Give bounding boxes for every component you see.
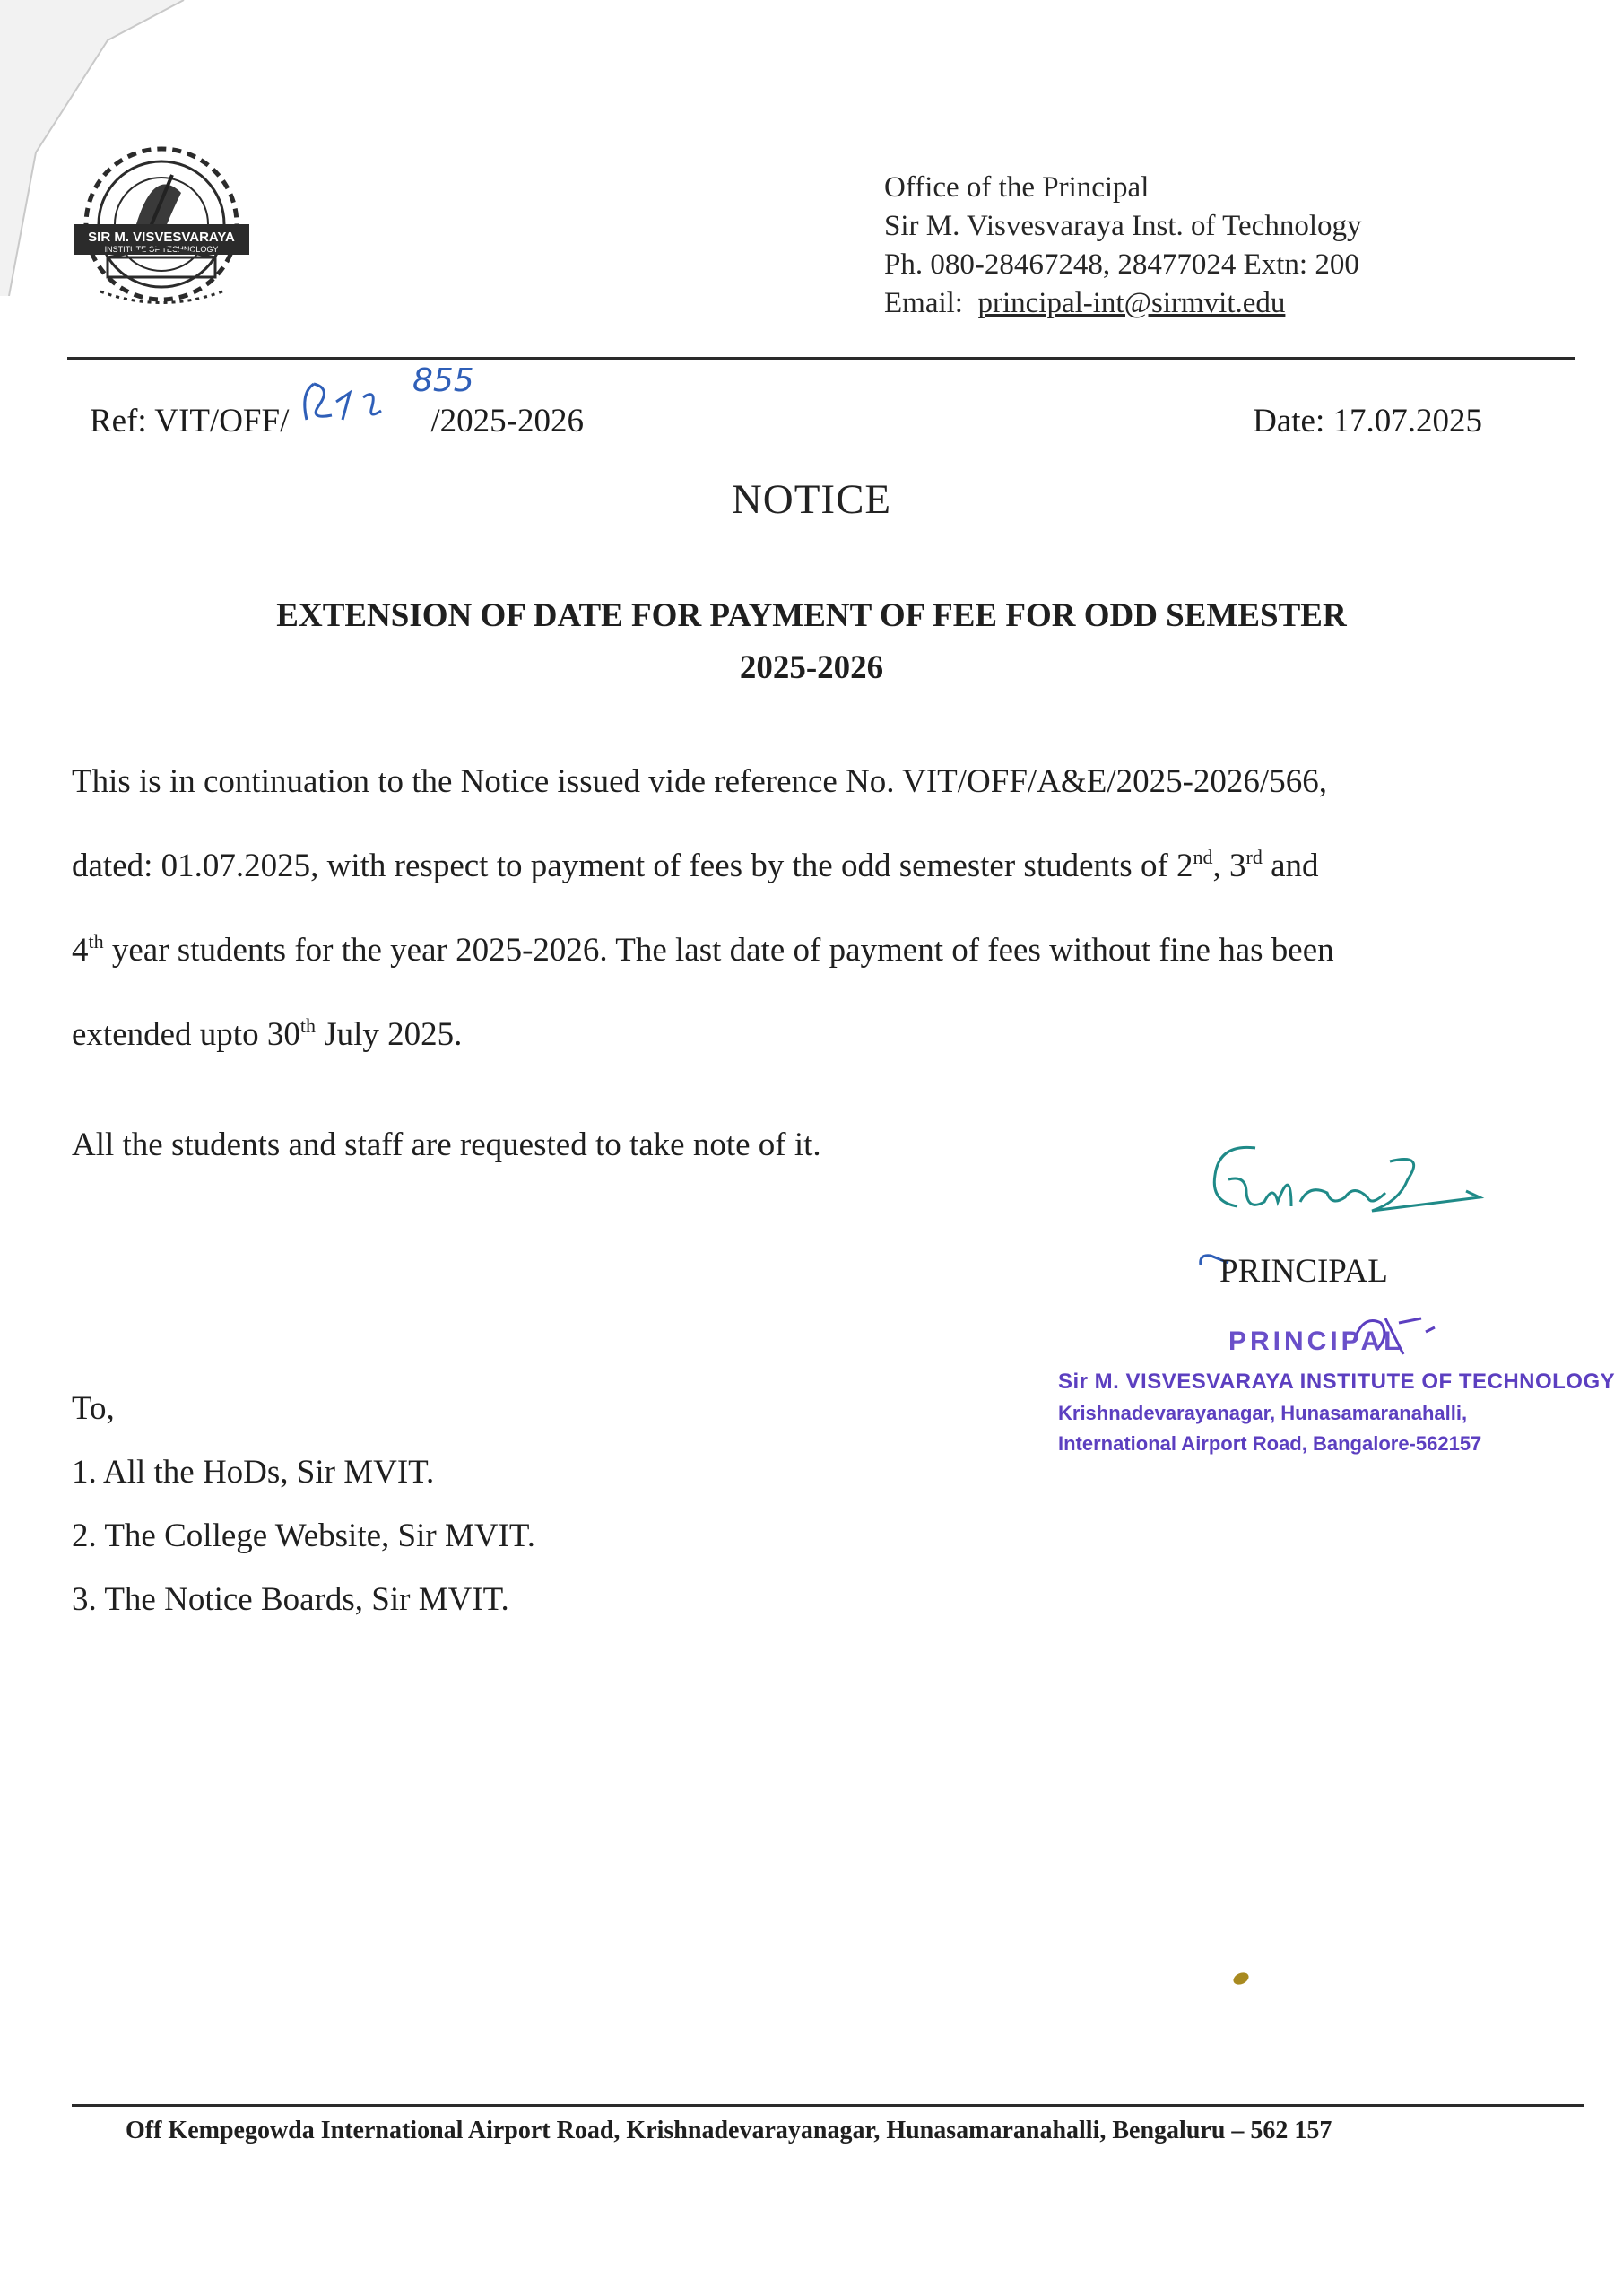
reference-suffix: /2025-2026	[430, 403, 584, 439]
logo-subtext: INSTITUTE OF TECHNOLOGY	[104, 245, 219, 254]
stamp-title: PRINCIPAL	[1228, 1326, 1404, 1356]
logo-text: SIR M. VISVESVARAYA	[88, 230, 235, 245]
handwritten-ref-top: 855	[412, 362, 474, 399]
email-link[interactable]: principal-int@sirmvit.edu	[977, 287, 1286, 319]
email-label: Email:	[884, 287, 963, 319]
notice-date: Date: 17.07.2025	[1253, 403, 1482, 439]
recipient-item: 3. The Notice Boards, Sir MVIT.	[72, 1581, 509, 1618]
stamp-line: Krishnadevarayanagar, Hunasamaranahalli,	[1058, 1402, 1468, 1424]
signatory-title: PRINCIPAL	[1219, 1253, 1388, 1290]
institute-logo	[65, 139, 257, 314]
footer-address: Off Kempegowda International Airport Road, Krishnadevarayanagar, Hunasamaranahalli, Bengaluru – 562 157	[126, 2117, 1332, 2144]
office-line: Sir M. Visvesvaraya Inst. of Technology	[884, 210, 1362, 242]
footer-divider	[72, 2104, 1584, 2107]
recipients-list	[72, 1377, 535, 1631]
principal-stamp	[1058, 1305, 1616, 1493]
body-line: This is in continuation to the Notice issued vide reference No. VIT/OFF/A&E/2025-2026/566,	[72, 763, 1327, 800]
office-line: Ph. 080-28467248, 28477024 Extn: 200	[884, 248, 1359, 281]
notice-body	[72, 740, 1506, 1077]
scan-speck	[1231, 1970, 1250, 1987]
handwritten-reference-number	[296, 357, 529, 429]
body-line: extended upto 30th July 2025.	[72, 1014, 463, 1053]
subject-line: EXTENSION OF DATE FOR PAYMENT OF FEE FOR ODD SEMESTER	[276, 597, 1347, 634]
header-divider	[67, 357, 1575, 360]
body-line: dated: 01.07.2025, with respect to payment of fees by the odd semester students of 2nd, 3rd and	[72, 846, 1319, 884]
office-email-line	[884, 284, 1362, 323]
body-line: 4th year students for the year 2025-2026. The last date of payment of fees without fine has been	[72, 930, 1334, 969]
reference-prefix: Ref: VIT/OFF/	[90, 403, 290, 439]
stamp-line: International Airport Road, Bangalore-562157	[1058, 1432, 1482, 1455]
notice-title: NOTICE	[731, 476, 892, 523]
notice-instruction: All the students and staff are requested to take note of it.	[72, 1126, 821, 1163]
recipient-item: 2. The College Website, Sir MVIT.	[72, 1518, 536, 1554]
subject-line: 2025-2026	[739, 649, 884, 686]
recipient-item: 1. All the HoDs, Sir MVIT.	[72, 1454, 435, 1491]
stamp-line: Sir M. VISVESVARAYA INSTITUTE OF TECHNOLOGY	[1058, 1370, 1616, 1394]
recipients-heading: To,	[72, 1390, 115, 1427]
office-address-block	[884, 169, 1362, 323]
office-line: Office of the Principal	[884, 171, 1150, 204]
principal-signature	[1193, 1130, 1488, 1265]
notice-subject	[135, 590, 1488, 694]
